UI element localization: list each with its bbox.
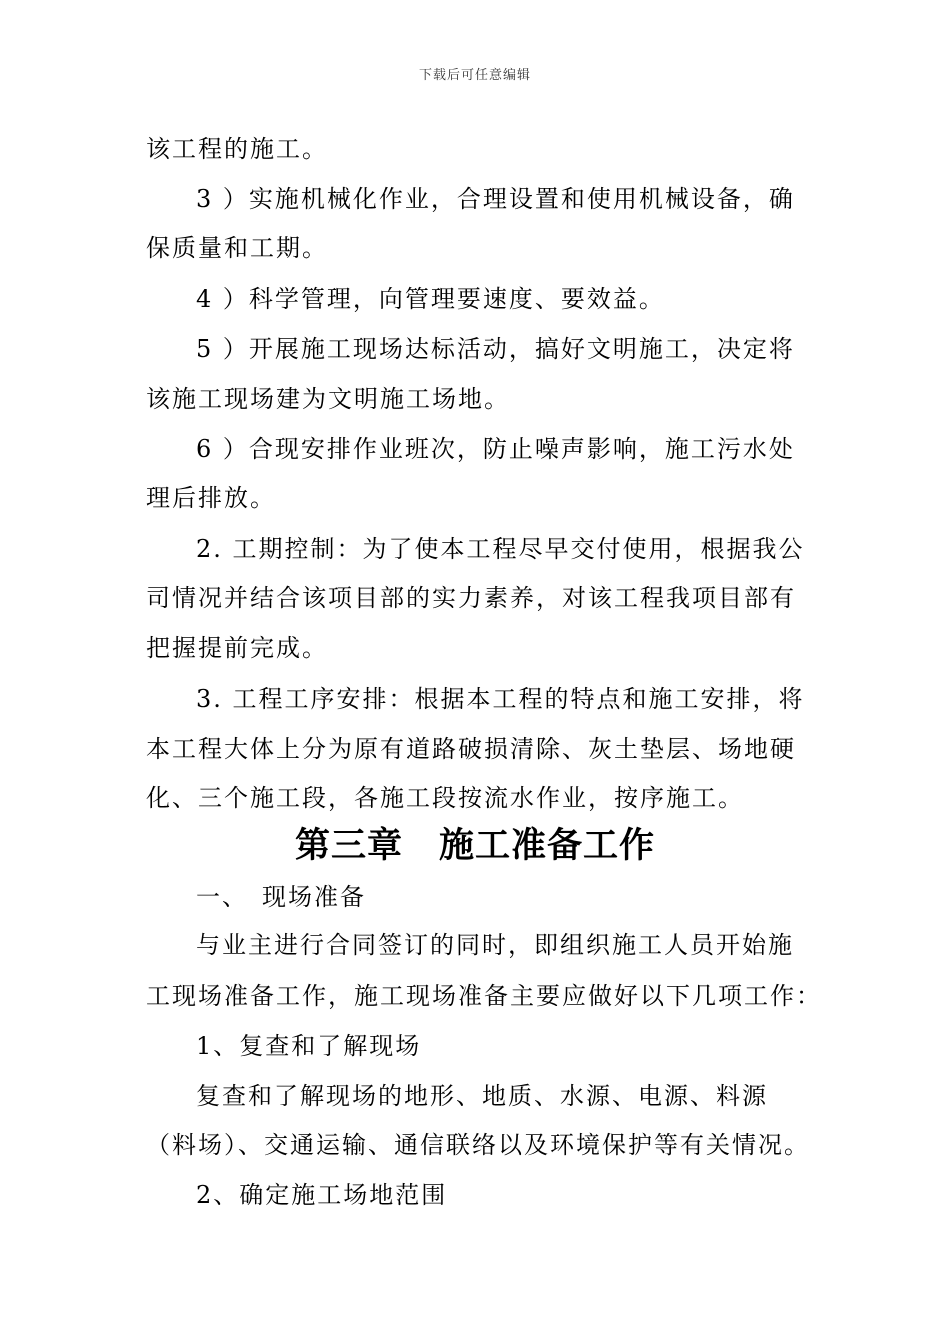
paragraph-line: 复查和了解现场的地形、地质、水源、电源、料源 bbox=[196, 1082, 768, 1110]
paragraph-line: 司情况并结合该项目部的实力素养，对该工程我项目部有 bbox=[146, 584, 796, 612]
paragraph-line: 该工程的施工。 bbox=[146, 135, 328, 163]
paragraph-line: 4 ）科学管理，向管理要速度、要效益。 bbox=[196, 285, 665, 313]
paragraph-line: 与业主进行合同签订的同时，即组织施工人员开始施 bbox=[196, 931, 794, 959]
paragraph-line: 保质量和工期。 bbox=[146, 234, 328, 262]
paragraph-line: 6 ）合现安排作业班次，防止噪声影响，施工污水处 bbox=[196, 435, 795, 463]
paragraph-line: 3. 工程工序安排：根据本工程的特点和施工安排，将 bbox=[196, 685, 805, 713]
paragraph-line: 本工程大体上分为原有道路破损清除、灰土垫层、场地硬 bbox=[146, 735, 796, 763]
paragraph-line: 工现场准备工作，施工现场准备主要应做好以下几项工作： bbox=[146, 982, 822, 1010]
paragraph-line: 化、三个施工段，各施工段按流水作业，按序施工。 bbox=[146, 784, 744, 812]
chapter-heading: 第三章 施工准备工作 bbox=[294, 825, 655, 866]
subsection-title: 2、确定施工场地范围 bbox=[196, 1181, 448, 1209]
paragraph-line: 3 ）实施机械化作业，合理设置和使用机械设备，确 bbox=[196, 185, 795, 213]
paragraph-line: 2. 工期控制：为了使本工程尽早交付使用，根据我公 bbox=[196, 535, 805, 563]
subsection-title: 1、复查和了解现场 bbox=[196, 1032, 422, 1060]
paragraph-line: 5 ）开展施工现场达标活动，搞好文明施工，决定将 bbox=[196, 335, 795, 363]
paragraph-line: （料场）、交通运输、通信联络以及环境保护等有关情况。 bbox=[146, 1131, 810, 1159]
paragraph-line: 把握提前完成。 bbox=[146, 634, 328, 662]
paragraph-line: 理后排放。 bbox=[146, 484, 276, 512]
page-header: 下载后可任意编辑 bbox=[418, 68, 531, 83]
section-title: 一、 现场准备 bbox=[196, 883, 366, 911]
paragraph-line: 该施工现场建为文明施工场地。 bbox=[146, 385, 510, 413]
